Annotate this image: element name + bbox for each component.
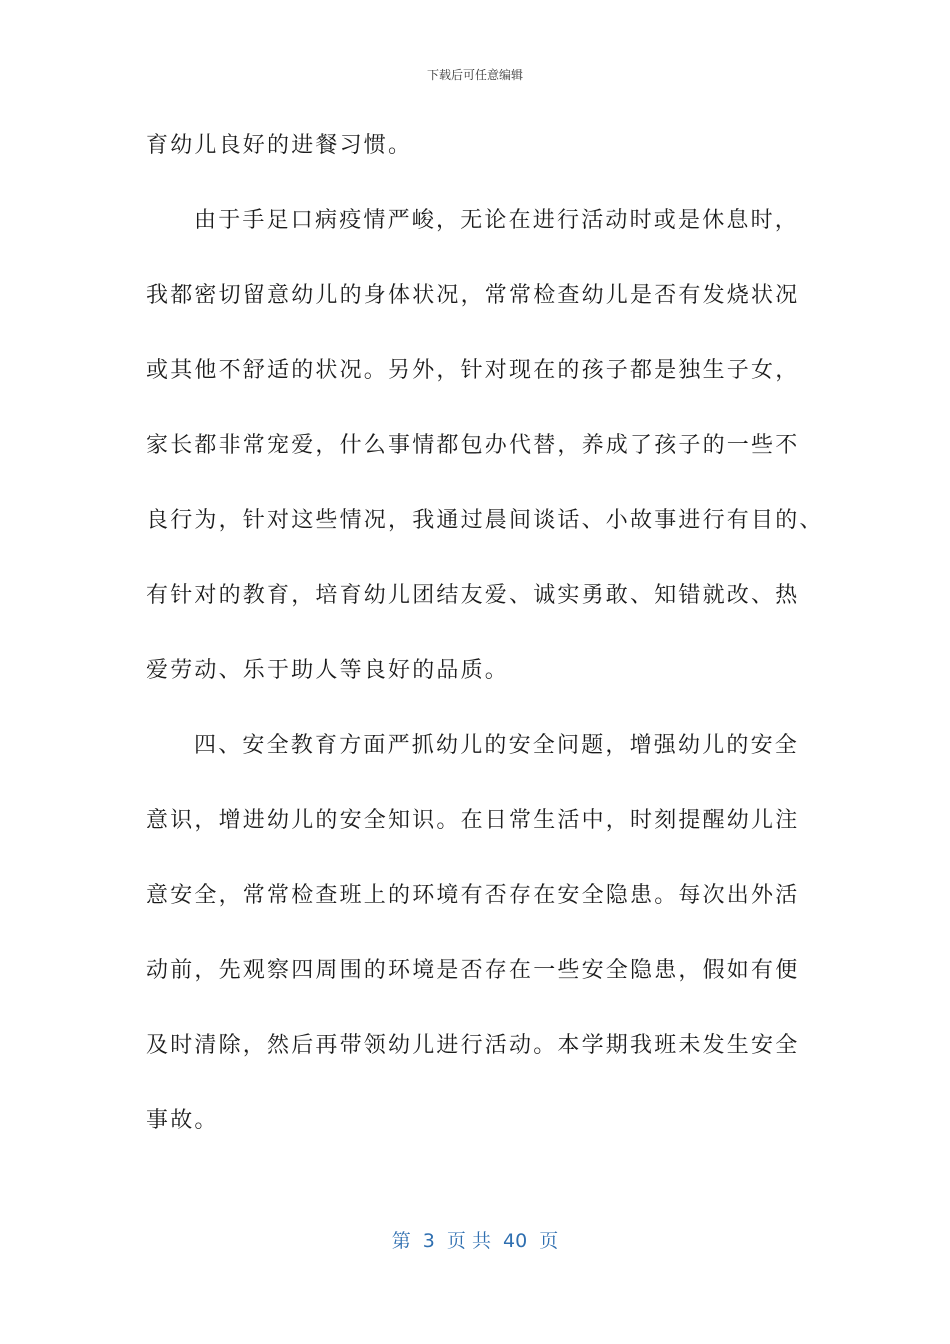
text-line: 育幼儿良好的进餐习惯。 [146,133,413,158]
text-line: 家长都非常宠爱，什么事情都包办代替，养成了孩子的一些不 [146,433,800,458]
document-body [146,130,824,1180]
text-line: 意安全，常常检查班上的环境有否存在安全隐患。每次出外活 [146,883,800,908]
page-header: 下载后可任意编辑 [426,68,523,82]
text-line: 或其他不舒适的状况。另外，针对现在的孩子都是独生子女， [146,358,800,383]
text-line: 动前，先观察四周围的环境是否存在一些安全隐患，假如有便 [146,958,800,983]
text-line: 由于手足口病疫情严峻，无论在进行活动时或是休息时， [194,208,800,233]
text-line: 四、安全教育方面严抓幼儿的安全问题，增强幼儿的安全 [194,733,800,758]
text-line: 有针对的教育，培育幼儿团结友爱、诚实勇敢、知错就改、热 [146,583,800,608]
text-line: 我都密切留意幼儿的身体状况，常常检查幼儿是否有发烧状况 [146,283,800,308]
text-line: 意识，增进幼儿的安全知识。在日常生活中，时刻提醒幼儿注 [146,808,800,833]
text-line: 爱劳动、乐于助人等良好的品质。 [146,658,510,683]
page-number-footer: 第 3 页 共 40 页 [391,1230,559,1252]
text-line: 事故。 [146,1108,219,1133]
text-line: 及时清除，然后再带领幼儿进行活动。本学期我班未发生安全 [146,1033,800,1058]
text-line: 良行为，针对这些情况，我通过晨间谈话、小故事进行有目的、 [146,508,824,533]
